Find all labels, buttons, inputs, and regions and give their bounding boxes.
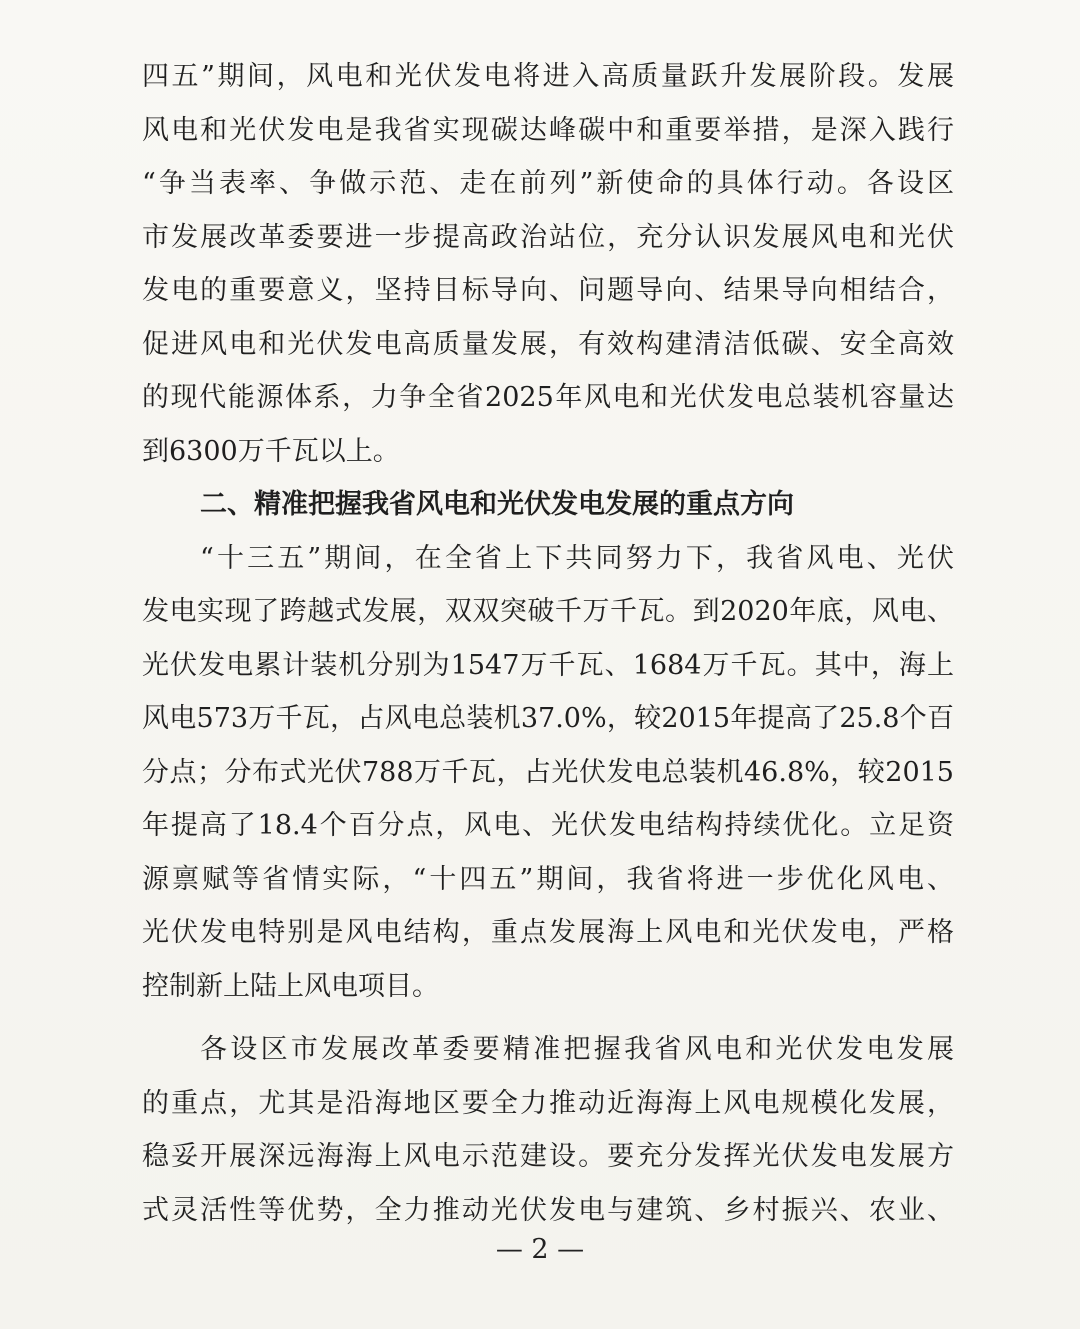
text-line: 分点；分布式光伏788万千瓦，占光伏发电总装机46.8%，较2015 (142, 756, 954, 788)
text-line: “十三五”期间，在全省上下共同努力下，我省风电、光伏 (200, 542, 954, 574)
text-line: 风电573万千瓦，占风电总装机37.0%，较2015年提高了25.8个百 (142, 703, 954, 734)
text-line: 市发展改革委要进一步提高政治站位，充分认识发展风电和光伏 (142, 221, 954, 253)
text-line: 发电实现了跨越式发展，双双突破千万千瓦。到2020年底，风电、 (142, 596, 954, 627)
text-line: 式灵活性等优势，全力推动光伏发电与建筑、乡村振兴、农业、 (142, 1194, 954, 1226)
text-line: 的重点，尤其是沿海地区要全力推动近海海上风电规模化发展， (142, 1087, 954, 1119)
paragraph-3 (142, 1023, 954, 1237)
paragraph-1 (142, 50, 954, 478)
text-line: 风电和光伏发电是我省实现碳达峰碳中和重要举措，是深入践行 (142, 114, 954, 146)
text-line: 稳妥开展深远海海上风电示范建设。要充分发挥光伏发电发展方 (142, 1141, 954, 1172)
document-body (142, 50, 954, 1237)
text-line: 光伏发电特别是风电结构，重点发展海上风电和光伏发电，严格 (142, 917, 954, 948)
text-line: “争当表率、争做示范、走在前列”新使命的具体行动。各设区 (142, 168, 954, 199)
paragraph-spacer (142, 1013, 954, 1023)
text-line: 发电的重要意义，坚持目标导向、问题导向、结果导向相结合， (142, 275, 954, 306)
text-line: 四五”期间，风电和光伏发电将进入高质量跃升发展阶段。发展 (142, 61, 954, 92)
text-line: 光伏发电累计装机分别为1547万千瓦、1684万千瓦。其中，海上 (142, 649, 954, 681)
text-line: 控制新上陆上风电项目。 (142, 970, 439, 1002)
section-heading: 二、精准把握我省风电和光伏发电发展的重点方向 (200, 489, 794, 520)
text-line: 的现代能源体系，力争全省2025年风电和光伏发电总装机容量达 (142, 382, 954, 413)
text-line: 年提高了18.4个百分点，风电、光伏发电结构持续优化。立足资 (142, 810, 954, 841)
text-line: 各设区市发展改革委要精准把握我省风电和光伏发电发展 (200, 1034, 954, 1065)
text-line: 源禀赋等省情实际，“十四五”期间，我省将进一步优化风电、 (142, 863, 954, 895)
paragraph-2 (142, 532, 954, 1014)
text-line: 到6300万千瓦以上。 (142, 435, 400, 467)
text-line: 促进风电和光伏发电高质量发展，有效构建清洁低碳、安全高效 (142, 328, 954, 360)
page-number: — 2 — (495, 1234, 585, 1265)
